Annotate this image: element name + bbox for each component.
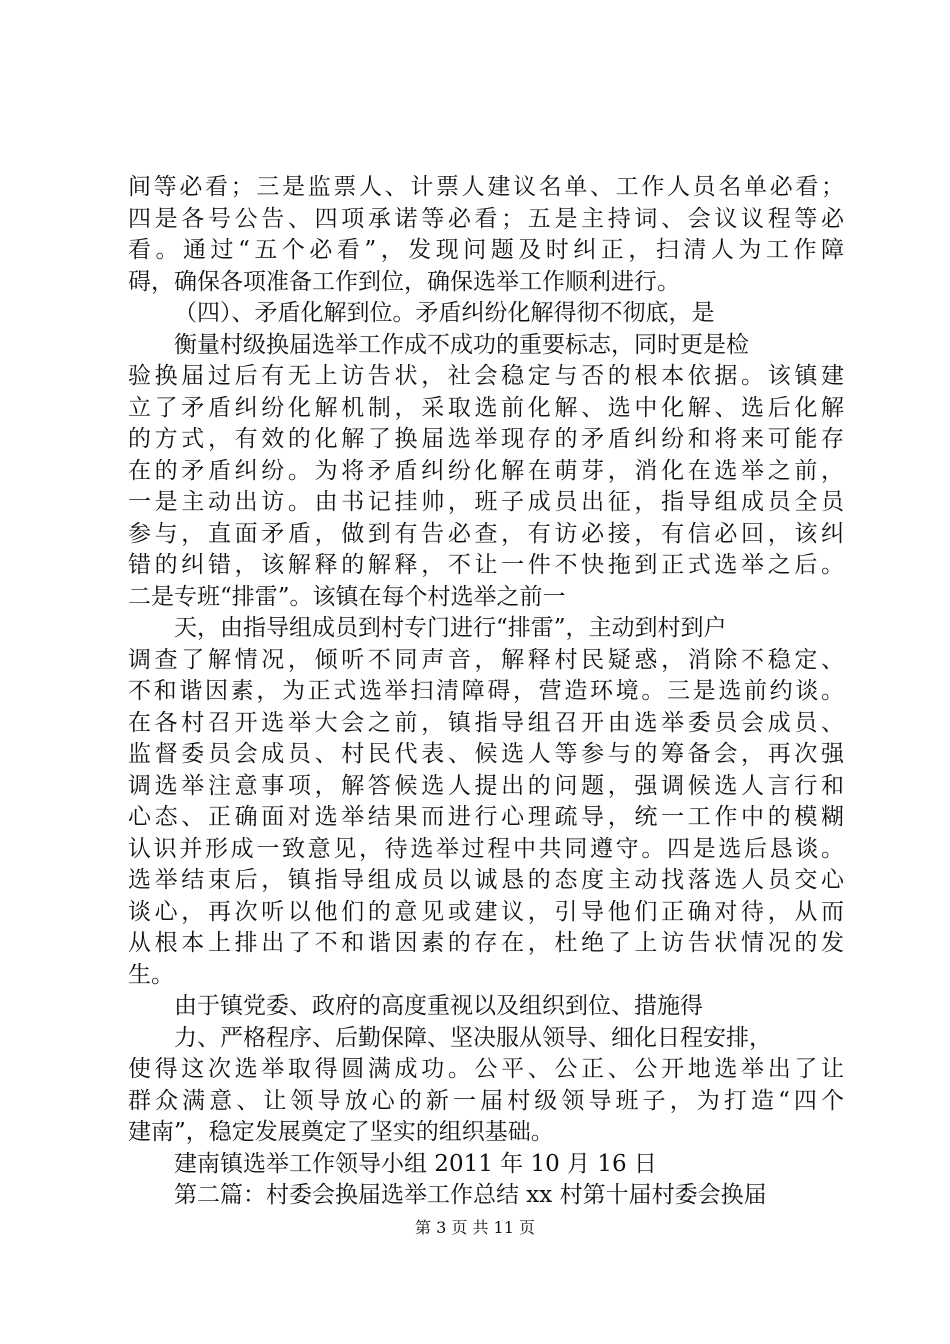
- text-line: 群众满意、让领导放心的新一届村级领导班子，为打造“四个: [128, 1087, 844, 1114]
- text-line: 监督委员会成员、村民代表、候选人等参与的筹备会，再次强: [128, 741, 844, 767]
- page-number: 第 3 页 共 11 页: [415, 1218, 535, 1237]
- text-line: 验换届过后有无上访告状，社会稳定与否的根本依据。该镇建: [128, 363, 844, 389]
- text-line: 一是主动出访。由书记挂帅，班子成员出征，指导组成员全员: [128, 489, 844, 515]
- text-line: 天，由指导组成员到村专门进行“排雷”，主动到村到户: [174, 615, 727, 641]
- text-line: （四）、矛盾化解到位。矛盾纠纷化解得彻不彻底，是: [174, 300, 715, 326]
- signature-line: 建南镇选举工作领导小组 2011 年 10 月 16 日: [174, 1150, 657, 1177]
- text-line: 间等必看；三是监票人、计票人建议名单、工作人员名单必看；: [128, 174, 844, 200]
- text-line: 生。: [128, 961, 174, 988]
- text-line: 调查了解情况，倾听不同声音，解释村民疑惑，消除不稳定、: [128, 646, 844, 673]
- text-line: 参与，直面矛盾，做到有告必查，有访必接，有信必回，该纠: [128, 520, 844, 547]
- text-line: 心态、正确面对选举结果而进行心理疏导，统一工作中的模糊: [128, 804, 844, 830]
- text-line: 碍，确保各项准备工作到位，确保选举工作顺利进行。: [128, 268, 680, 295]
- text-line: 衡量村级换届选举工作成不成功的重要标志，同时更是检: [174, 331, 749, 358]
- text-line: 在各村召开选举大会之前，镇指导组召开由选举委员会成员、: [128, 709, 844, 736]
- text-line: 建南”，稳定发展奠定了坚实的组织基础。: [128, 1119, 554, 1145]
- text-line: 谈心，再次听以他们的意见或建议，引导他们正确对待，从而: [128, 898, 844, 925]
- text-line: 不和谐因素，为正式选举扫清障碍，营造环境。三是选前约谈。: [128, 678, 844, 704]
- text-line: 二是专班“排雷”。该镇在每个村选举之前一: [128, 583, 566, 610]
- text-line: 认识并形成一致意见，待选举过程中共同遵守。四是选后恳谈。: [128, 835, 844, 862]
- page-footer: [0, 1215, 950, 1238]
- text-line: 使得这次选举取得圆满成功。公平、公正、公开地选举出了让: [128, 1056, 844, 1082]
- text-line: 选举结束后，镇指导组成员以诚恳的态度主动找落选人员交心: [128, 867, 844, 893]
- text-line: 调选举注意事项，解答候选人提出的问题，强调候选人言行和: [128, 772, 844, 799]
- text-line: 看。通过“五个必看”，发现问题及时纠正，扫清人为工作障: [128, 237, 844, 263]
- body-text: [128, 172, 844, 1212]
- next-section-heading: 第二篇：村委会换届选举工作总结 xx 村第十届村委会换届: [174, 1182, 767, 1208]
- text-line: 的方式，有效的化解了换届选举现存的矛盾纠纷和将来可能存: [128, 426, 844, 452]
- text-line: 在的矛盾纠纷。为将矛盾纠纷化解在萌芽，消化在选举之前，: [128, 457, 844, 484]
- text-line: 从根本上排出了不和谐因素的存在，杜绝了上访告状情况的发: [128, 930, 844, 956]
- text-line: 错的纠错，该解释的解释，不让一件不快拖到正式选举之后。: [128, 552, 844, 578]
- text-line: 立了矛盾纠纷化解机制，采取选前化解、选中化解、选后化解: [128, 394, 844, 421]
- text-line: 由于镇党委、政府的高度重视以及组织到位、措施得: [174, 993, 703, 1019]
- text-line: 力、严格程序、后勤保障、坚决服从领导、细化日程安排，: [174, 1024, 772, 1051]
- text-line: 四是各号公告、四项承诺等必看；五是主持词、会议议程等必: [128, 205, 844, 232]
